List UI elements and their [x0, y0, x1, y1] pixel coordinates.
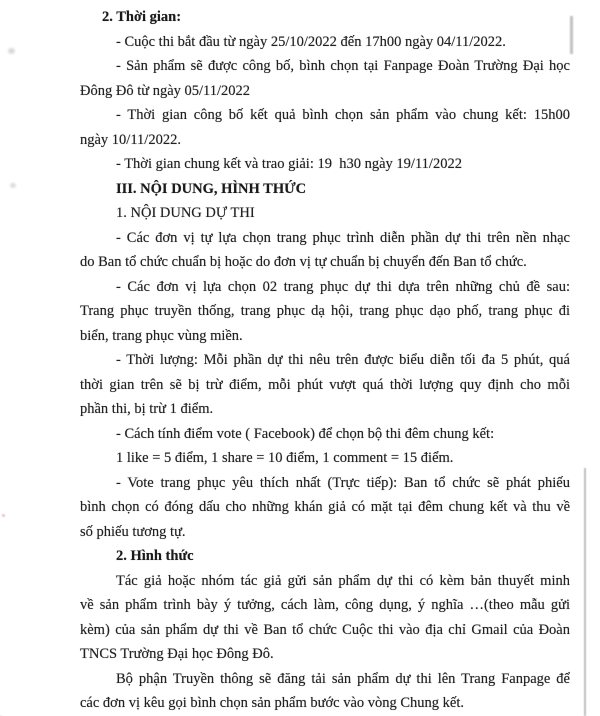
text-line: - Thời gian công bố kết quả bình chọn sản phẩm vào chung kết: 15h00	[116, 107, 570, 123]
text-line: - Vote trang phục yêu thích nhất (Trực tiếp): Ban tổ chức sẽ phát phiếu	[116, 474, 570, 491]
text-line: - Cách tính điểm vote ( Facebook) để chọn bộ thi đêm chung kết:	[116, 425, 495, 442]
text-line: thời gian trên sẽ bị trừ điểm, mỗi phút vượt quá thời lượng quy định cho mỗi	[80, 376, 570, 393]
text-line: Tác giả hoặc nhóm tác giả gửi sản phẩm dự thi có kèm bản thuyết minh	[116, 572, 570, 589]
scan-artifact-right-edge-line	[584, 468, 586, 716]
subsection-heading-noi-dung-du-thi: 1. NỘI DUNG DỰ THI	[116, 205, 255, 221]
text-line: - Thời lượng: Mỗi phần dự thi nêu trên được biểu diễn tối đa 5 phút, quá	[116, 352, 570, 368]
text-line: phần thi, bị trừ 1 điểm.	[80, 401, 214, 417]
text-line: ngày 10/11/2022.	[80, 131, 181, 148]
text-line: - Thời gian chung kết và trao giải: 19 h30 ngày 19/11/2022	[116, 156, 462, 172]
section-heading-thoi-gian: 2. Thời gian:	[102, 9, 182, 25]
text-line: kèm) của sản phẩm dự thi về Ban tổ chức Cuộc thi vào địa chỉ Gmail của Đoàn	[80, 621, 570, 638]
text-line: bình chọn có đóng dấu cho những khán giả có mặt tại đêm chung kết và thu về	[80, 499, 570, 515]
text-line: - Các đơn vị tự lựa chọn trang phục trình diễn phần dự thi trên nền nhạc	[116, 229, 570, 246]
scan-artifact-speck	[2, 514, 5, 517]
text-line: - Các đơn vị lựa chọn 02 trang phục dự thi dựa trên những chủ đề sau:	[116, 278, 570, 295]
text-line: biển, trang phục vùng miền.	[80, 327, 243, 344]
scan-artifact-smudge	[8, 48, 15, 54]
scan-artifact-top-right-streak	[570, 16, 573, 54]
text-line: do Ban tổ chức chuẩn bị hoặc do đơn vị tự chuẩn bị chuyển đến Ban tổ chức.	[80, 254, 527, 270]
text-line: các đơn vị kêu gọi bình chọn sản phẩm bước vào vòng Chung kết.	[80, 695, 465, 711]
text-line: Đông Đô từ ngày 05/11/2022	[80, 82, 251, 99]
section-heading-hinh-thuc: 2. Hình thức	[116, 548, 194, 564]
text-line: số phiếu tương tự.	[80, 523, 186, 540]
text-line: Bộ phận Truyền thông sẽ đăng tải sản phẩm dự thi lên Trang Fanpage để	[116, 670, 570, 687]
section-heading-noi-dung-hinh-thuc: III. NỘI DUNG, HÌNH THỨC	[116, 180, 307, 197]
text-line: 1 like = 5 điểm, 1 share = 10 điểm, 1 comment = 15 điểm.	[116, 450, 454, 466]
text-line: TNCS Trường Đại học Đông Đô.	[80, 646, 274, 662]
scan-artifact-smudge	[10, 183, 16, 188]
text-line: - Cuộc thi bắt đầu từ ngày 25/10/2022 đến 17h00 ngày 04/11/2022.	[116, 33, 506, 50]
text-line: Trang phục truyền thống, trang phục dạ hội, trang phục dạo phố, trang phục đi	[80, 303, 570, 319]
text-line: - Sản phẩm sẽ được công bố, bình chọn tại Fanpage Đoàn Trường Đại học	[116, 58, 570, 74]
text-line: về sản phẩm trình bày ý tưởng, cách làm, công dụng, ý nghĩa …(theo mẫu gửi	[80, 597, 570, 613]
